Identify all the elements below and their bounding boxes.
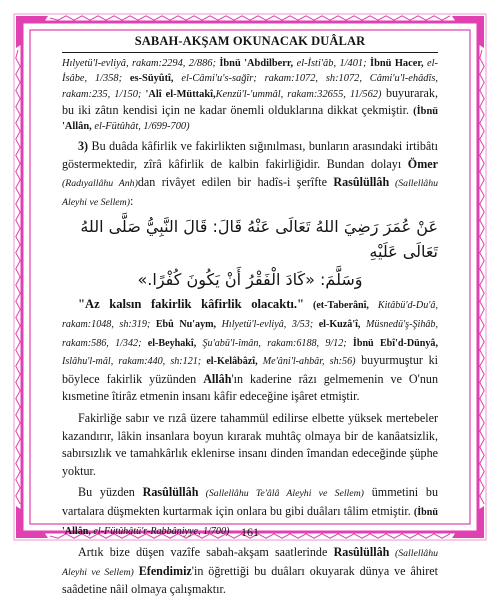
arabic-hadith-line-1: عَنْ عُمَرَ رَضِيَ اللهُ تَعَالَى عَنْهُ قَالَ: قَالَ النَّبِيُّ صَلَّى اللهُ تَعَالَى عَلَيْهِ [80,217,438,262]
running-header: SABAH-AKŞAM OKUNACAK DUÂLAR [62,32,438,53]
paragraph-sources: Hılyetü'l-evliyâ, rakam:2294, 2/886; İbnü 'Abdilberr, el-İsti'âb, 1/401; İbnü Hacer, el-İsâbe, 1/358; es-Süyûtî, el-Câmi'u's-sağîr; rakam:1072, sh:1072, Câmi'u'l-ehâdîs, rakam:235, 1/150; 'Alî el-Müttakî,Kenzü'l-'ummâl, rakam:32655, 11/562) buyurarak, bu iki zâtın kendisi için ne kadar önemli olduklarına dikkat çekmiştir. (İbnü 'Allân, el-Fütûhât, 1/699-700) [62,58,438,132]
page-number: 161 [241,525,259,539]
paragraph-patience: Fakirliğe sabır ve rızâ üzere tahammül edilirse elbette yüksek mertebeler kazandırır, lâkin insanlara boyun kırarak muhtâç olmaya bir de kanâatsizlik, sabırsızlık ve tamahkârlık eklenirse insanı dinden îmandan edeceğinde şüphe yoktur. [62,410,438,478]
arabic-hadith-line-2: وَسَلَّمَ: «كَادَ الْفَقْرُ أَنْ يَكُونَ كُفْرًا.» [137,270,363,290]
paragraph-hadith-translation: "Az kalsın fakirlik kâfirlik olacaktı." (et-Taberânî, Kitâbü'd-Du'â, rakam:1048, sh:319; Ebû Nu'aym, Hılyetü'l-evliyâ, 3/53; el-Kuzâ'î, Müsnedü'ş-Şihâb, rakam:586, 1/342; el-Beyhakî, Şu'abü'l-îmân, rakam:6188, 9/12; İbnü Ebî'd-Dünyâ, Islâhu'l-mâl, rakam:440, sh:121; el-Kelâbâzî, Me'âni'l-ahbâr, sh:56) buyurmuştur ki böylece fakirlik yüzünden Allâh'ın kaderine râzı gelmemenin ve O'nun kısmetine îtirâz etmenin insanı kâfir edeceğine işâret etmiştir. [62,297,439,404]
paragraph-conclusion: Artık bize düşen vazîfe sabah-akşam saatlerinde Rasûlüllâh (Sallellâhu Aleyhi ve Sellem) Efendimiz'in öğrettiği bu duâları okuyarak dünya ve âhiret saâdetine nâil olmaya çalışmaktır. [62,545,438,597]
paragraph-3: 3) Bu duâda kâfirlik ve fakirlikten sığınılması, bunların arasındaki irtibâtı göstermektedir, zîrâ kâfirlik de kalbin fakirliğidir. Bundan dolayı Ömer (Radıyallâhu Anh)dan rivâyet edilen bir hadîs-i şerîfte Rasûlüllâh (Sallellâhu Aleyhi ve Sellem): [62,139,439,208]
paragraph-teaching: Bu yüzden Rasûlüllâh (Sallellâhu Te'âlâ Aleyhi ve Sellem) ümmetini bu vartalara düşmekten kurtarmak için onlara bu gibi duâları tâlim etmiştir. (İbnü 'Allân, el-Fütûhâtü'r-Rabbâniyye, 1/700) [62,485,438,537]
